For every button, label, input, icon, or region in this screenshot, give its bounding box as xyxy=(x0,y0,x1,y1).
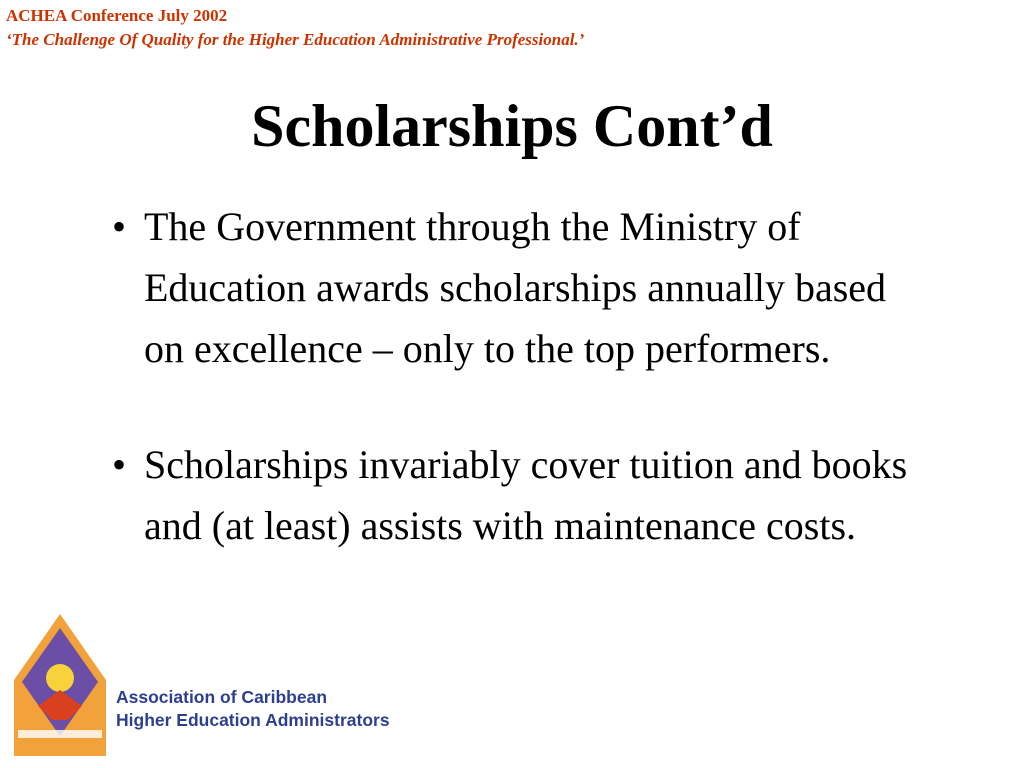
conference-header: ACHEA Conference July 2002 xyxy=(6,6,228,25)
conference-theme: ‘The Challenge Of Quality for the Higher Education Administrative Professional.’ xyxy=(6,30,585,49)
bullet-text: The Government through the Ministry of Education awards scholarships annually based on excellence – only to the top performers. xyxy=(144,204,887,371)
bullet-text: Scholarships invariably cover tuition and books and (at least) assists with maintenance costs. xyxy=(144,442,908,548)
association-name xyxy=(116,686,390,732)
association-name-line1: Association of Caribbean xyxy=(116,687,328,707)
logo-emblem-sun xyxy=(46,664,74,692)
association-name-line2: Higher Education Administrators xyxy=(116,710,390,730)
bullet-marker: • xyxy=(112,442,127,487)
bullet-marker: • xyxy=(112,204,127,249)
bullet-list xyxy=(112,196,912,556)
slide-title: Scholarships Cont’d xyxy=(251,93,773,159)
bullet-item xyxy=(112,196,912,379)
bullet-item xyxy=(112,434,912,556)
logo-emblem-band xyxy=(18,730,102,738)
